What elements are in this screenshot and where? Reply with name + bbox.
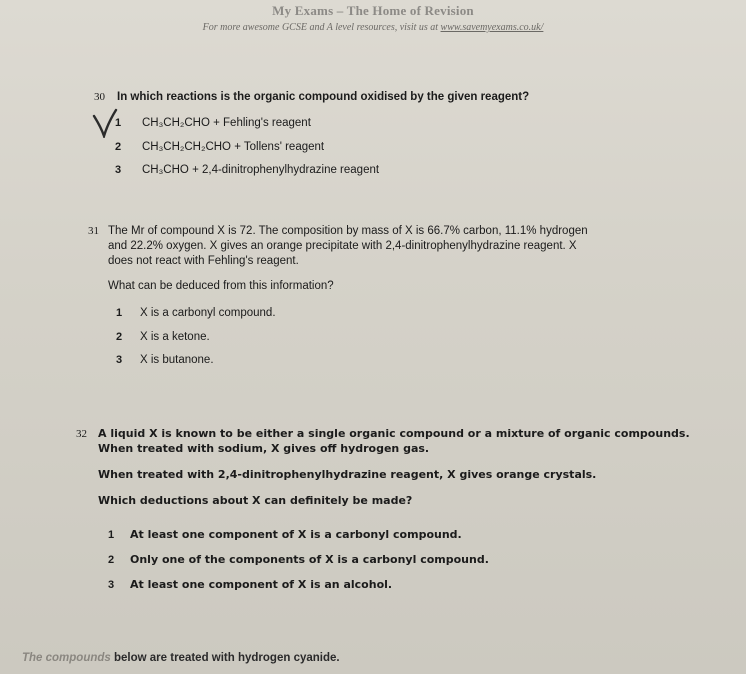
question-number-31: 31: [88, 225, 99, 237]
q30-option-3-reagent: + 2,4-dinitrophenylhydrazine reagent: [192, 164, 380, 176]
question-32-prompt: Which deductions about X can definitely be made?: [98, 494, 413, 507]
q30-option-3: [142, 163, 379, 177]
question-32-line-1: A liquid X is known to be either a single organic compound or a mixture of organic compounds.: [98, 427, 690, 440]
q31-option-number: 1: [116, 307, 123, 319]
q32-option-number: 3: [108, 579, 115, 591]
question-31-line-2: and 22.2% oxygen. X gives an orange precipitate with 2,4-dinitrophenylhydrazine reagent. X: [108, 240, 577, 252]
q32-option-2: Only one of the components of X is a carbonyl compound.: [130, 553, 489, 566]
q30-option-number: 2: [115, 141, 122, 153]
q30-option-2-formula: CH₃CH₂CH₂CHO: [142, 141, 231, 153]
q31-option-2: X is a ketone.: [140, 331, 210, 343]
question-33-rest-text: below are treated with hydrogen cyanide.: [110, 652, 340, 664]
q32-option-3: At least one component of X is an alcohol.: [130, 578, 393, 591]
q31-option-3: X is butanone.: [140, 354, 214, 366]
question-number-32: 32: [76, 428, 87, 440]
q30-option-2: [142, 140, 324, 154]
q32-option-number: 1: [108, 529, 115, 541]
q31-option-1: X is a carbonyl compound.: [140, 307, 276, 319]
q30-option-2-reagent: + Tollens' reagent: [234, 141, 325, 153]
header-link[interactable]: www.savemyexams.co.uk/: [440, 22, 544, 33]
question-31-line-3: does not react with Fehling's reagent.: [108, 255, 299, 267]
question-31-prompt: What can be deduced from this information?: [108, 280, 334, 292]
question-number-30: 30: [94, 91, 105, 103]
q31-option-number: 2: [116, 331, 123, 343]
header-title: My Exams – The Home of Revision: [272, 3, 474, 18]
header-subtitle-text: For more awesome GCSE and A level resources, visit us at: [202, 22, 439, 33]
q32-option-number: 2: [108, 554, 115, 566]
question-30-text: In which reactions is the organic compound oxidised by the given reagent?: [117, 91, 530, 103]
q31-option-number: 3: [116, 354, 123, 366]
q30-option-3-formula: CH₃CHO: [142, 164, 189, 176]
handwritten-tick-icon: [90, 108, 118, 138]
q30-option-1: [142, 116, 311, 130]
question-31-line-1: The Mr of compound X is 72. The composition by mass of X is 66.7% carbon, 11.1% hydrogen: [108, 225, 588, 237]
q30-option-1-reagent: + Fehling's reagent: [213, 117, 311, 129]
q30-option-1-formula: CH₃CH₂CHO: [142, 117, 210, 129]
question-33-faded-text: The compounds: [22, 652, 111, 664]
q32-option-1: At least one component of X is a carbonyl compound.: [130, 528, 462, 541]
question-33-text: [22, 652, 340, 664]
header-subtitle: [0, 22, 746, 33]
question-32-line-3: When treated with 2,4-dinitrophenylhydrazine reagent, X gives orange crystals.: [98, 468, 597, 481]
q30-option-number: 3: [115, 164, 122, 176]
q30-option-number: 1: [115, 117, 122, 129]
question-32-line-2: When treated with sodium, X gives off hydrogen gas.: [98, 442, 430, 455]
